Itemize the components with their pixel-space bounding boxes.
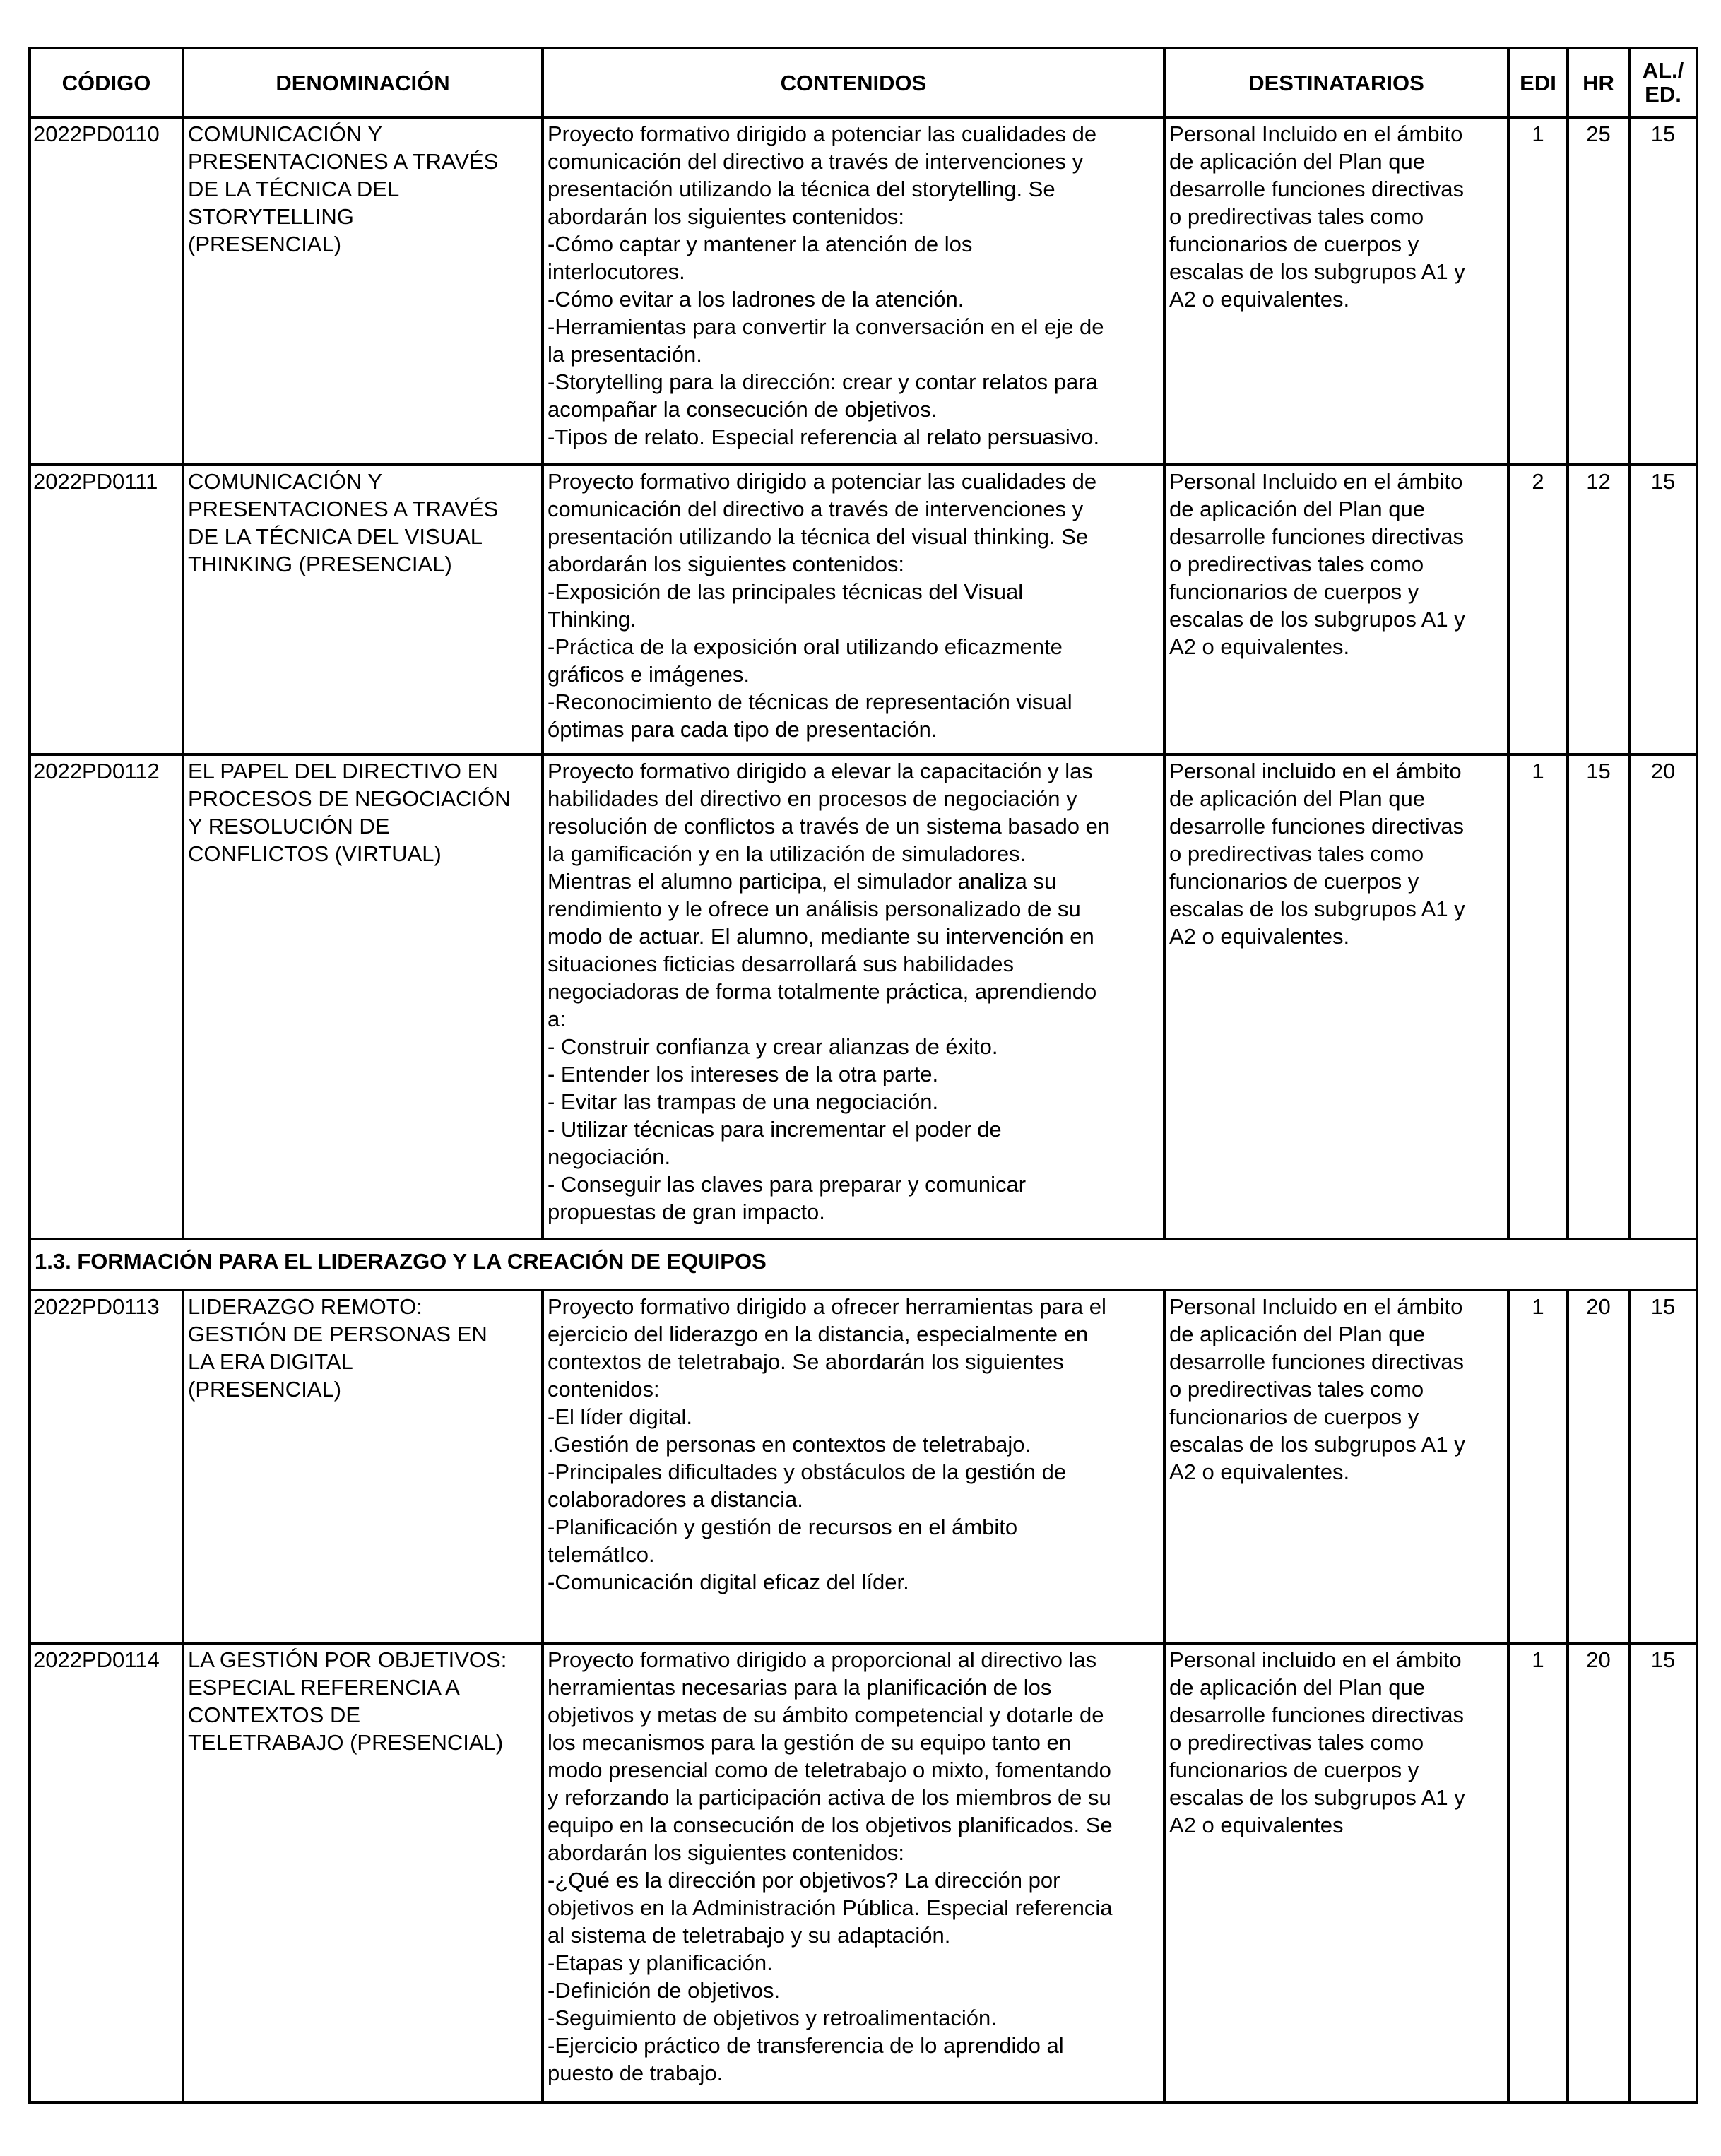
table-row [30, 465, 1697, 754]
course-hr: 20 [1568, 1290, 1629, 1643]
course-al-ed: 15 [1629, 117, 1697, 465]
table-row [30, 1643, 1697, 2102]
course-edi: 2 [1508, 465, 1568, 754]
course-audience: Personal Incluido en el ámbito de aplicación del Plan que desarrolle funciones directivas o predirectivas tales como funcionarios de cuerpos y escalas de los subgrupos A1 y A2 o equivalentes. [1164, 1290, 1508, 1643]
section-row [30, 1239, 1697, 1290]
course-edi: 1 [1508, 754, 1568, 1239]
course-edi: 1 [1508, 1290, 1568, 1643]
courses-table [28, 47, 1698, 2104]
header-edi: EDI [1508, 48, 1568, 117]
header-al-ed: AL./ ED. [1629, 48, 1697, 117]
header-denominacion: DENOMINACIÓN [183, 48, 543, 117]
course-title: LA GESTIÓN POR OBJETIVOS: ESPECIAL REFERENCIA A CONTEXTOS DE TELETRABAJO (PRESENCIAL) [183, 1643, 543, 2102]
course-code: 2022PD0114 [30, 1643, 183, 2102]
course-code: 2022PD0112 [30, 754, 183, 1239]
course-al-ed: 15 [1629, 465, 1697, 754]
course-audience: Personal incluido en el ámbito de aplicación del Plan que desarrolle funciones directivas o predirectivas tales como funcionarios de cuerpos y escalas de los subgrupos A1 y A2 o equivalentes [1164, 1643, 1508, 2102]
course-contents: Proyecto formativo dirigido a elevar la capacitación y las habilidades del directivo en procesos de negociación y resolución de conflictos a través de un sistema basado en la gamificación y en la utilización de simuladores. Mientras el alumno participa, el simulador analiza su rendimiento y le ofrece un análisis personalizado de su modo de actuar. El alumno, mediante su intervención en situaciones ficticias desarrollará sus habilidades negociadoras de forma totalmente práctica, aprendiendo a: - Construir confianza y crear alianzas de éxito. - Entender los intereses de la otra parte. - Evitar las trampas de una negociación. - Utilizar técnicas para incrementar el poder de negociación. - Conseguir las claves para preparar y comunicar propuestas de gran impacto. [543, 754, 1164, 1239]
course-title: LIDERAZGO REMOTO: GESTIÓN DE PERSONAS EN LA ERA DIGITAL (PRESENCIAL) [183, 1290, 543, 1643]
table-row [30, 754, 1697, 1239]
course-title: COMUNICACIÓN Y PRESENTACIONES A TRAVÉS DE LA TÉCNICA DEL STORYTELLING (PRESENCIAL) [183, 117, 543, 465]
course-edi: 1 [1508, 117, 1568, 465]
course-title: EL PAPEL DEL DIRECTIVO EN PROCESOS DE NEGOCIACIÓN Y RESOLUCIÓN DE CONFLICTOS (VIRTUAL) [183, 754, 543, 1239]
header-row [30, 48, 1697, 117]
course-code: 2022PD0111 [30, 465, 183, 754]
course-al-ed: 15 [1629, 1643, 1697, 2102]
course-contents: Proyecto formativo dirigido a proporcional al directivo las herramientas necesarias para la planificación de los objetivos y metas de su ámbito competencial y dotarle de los mecanismos para la gestión de su equipo tanto en modo presencial como de teletrabajo o mixto, fomentando y reforzando la participación activa de los miembros de su equipo en la consecución de los objetivos planificados. Se abordarán los siguientes contenidos: -¿Qué es la dirección por objetivos? La dirección por objetivos en la Administración Pública. Especial referencia al sistema de teletrabajo y su adaptación. -Etapas y planificación. -Definición de objetivos. -Seguimiento de objetivos y retroalimentación. -Ejercicio práctico de transferencia de lo aprendido al puesto de trabajo. [543, 1643, 1164, 2102]
course-audience: Personal incluido en el ámbito de aplicación del Plan que desarrolle funciones directivas o predirectivas tales como funcionarios de cuerpos y escalas de los subgrupos A1 y A2 o equivalentes. [1164, 754, 1508, 1239]
course-code: 2022PD0113 [30, 1290, 183, 1643]
course-contents: Proyecto formativo dirigido a ofrecer herramientas para el ejercicio del liderazgo en la distancia, especialmente en contextos de teletrabajo. Se abordarán los siguientes contenidos: -El líder digital. .Gestión de personas en contextos de teletrabajo. -Principales dificultades y obstáculos de la gestión de colaboradores a distancia. -Planificación y gestión de recursos en el ámbito telemátIco. -Comunicación digital eficaz del líder. [543, 1290, 1164, 1643]
header-hr: HR [1568, 48, 1629, 117]
course-edi: 1 [1508, 1643, 1568, 2102]
header-contenidos: CONTENIDOS [543, 48, 1164, 117]
header-codigo: CÓDIGO [30, 48, 183, 117]
course-hr: 20 [1568, 1643, 1629, 2102]
course-contents: Proyecto formativo dirigido a potenciar las cualidades de comunicación del directivo a través de intervenciones y presentación utilizando la técnica del visual thinking. Se abordarán los siguientes contenidos: -Exposición de las principales técnicas del Visual Thinking. -Práctica de la exposición oral utilizando eficazmente gráficos e imágenes. -Reconocimiento de técnicas de representación visual óptimas para cada tipo de presentación. [543, 465, 1164, 754]
course-audience: Personal Incluido en el ámbito de aplicación del Plan que desarrolle funciones directivas o predirectivas tales como funcionarios de cuerpos y escalas de los subgrupos A1 y A2 o equivalentes. [1164, 117, 1508, 465]
course-title: COMUNICACIÓN Y PRESENTACIONES A TRAVÉS DE LA TÉCNICA DEL VISUAL THINKING (PRESENCIAL) [183, 465, 543, 754]
course-al-ed: 15 [1629, 1290, 1697, 1643]
section-title: 1.3. FORMACIÓN PARA EL LIDERAZGO Y LA CREACIÓN DE EQUIPOS [30, 1239, 1697, 1290]
course-hr: 12 [1568, 465, 1629, 754]
course-hr: 15 [1568, 754, 1629, 1239]
course-contents: Proyecto formativo dirigido a potenciar las cualidades de comunicación del directivo a través de intervenciones y presentación utilizando la técnica del storytelling. Se abordarán los siguientes contenidos: -Cómo captar y mantener la atención de los interlocutores. -Cómo evitar a los ladrones de la atención. -Herramientas para convertir la conversación en el eje de la presentación. -Storytelling para la dirección: crear y contar relatos para acompañar la consecución de objetivos. -Tipos de relato. Especial referencia al relato persuasivo. [543, 117, 1164, 465]
table-row [30, 1290, 1697, 1643]
course-code: 2022PD0110 [30, 117, 183, 465]
course-audience: Personal Incluido en el ámbito de aplicación del Plan que desarrolle funciones directivas o predirectivas tales como funcionarios de cuerpos y escalas de los subgrupos A1 y A2 o equivalentes. [1164, 465, 1508, 754]
course-hr: 25 [1568, 117, 1629, 465]
course-al-ed: 20 [1629, 754, 1697, 1239]
header-destinatarios: DESTINATARIOS [1164, 48, 1508, 117]
table-row [30, 117, 1697, 465]
